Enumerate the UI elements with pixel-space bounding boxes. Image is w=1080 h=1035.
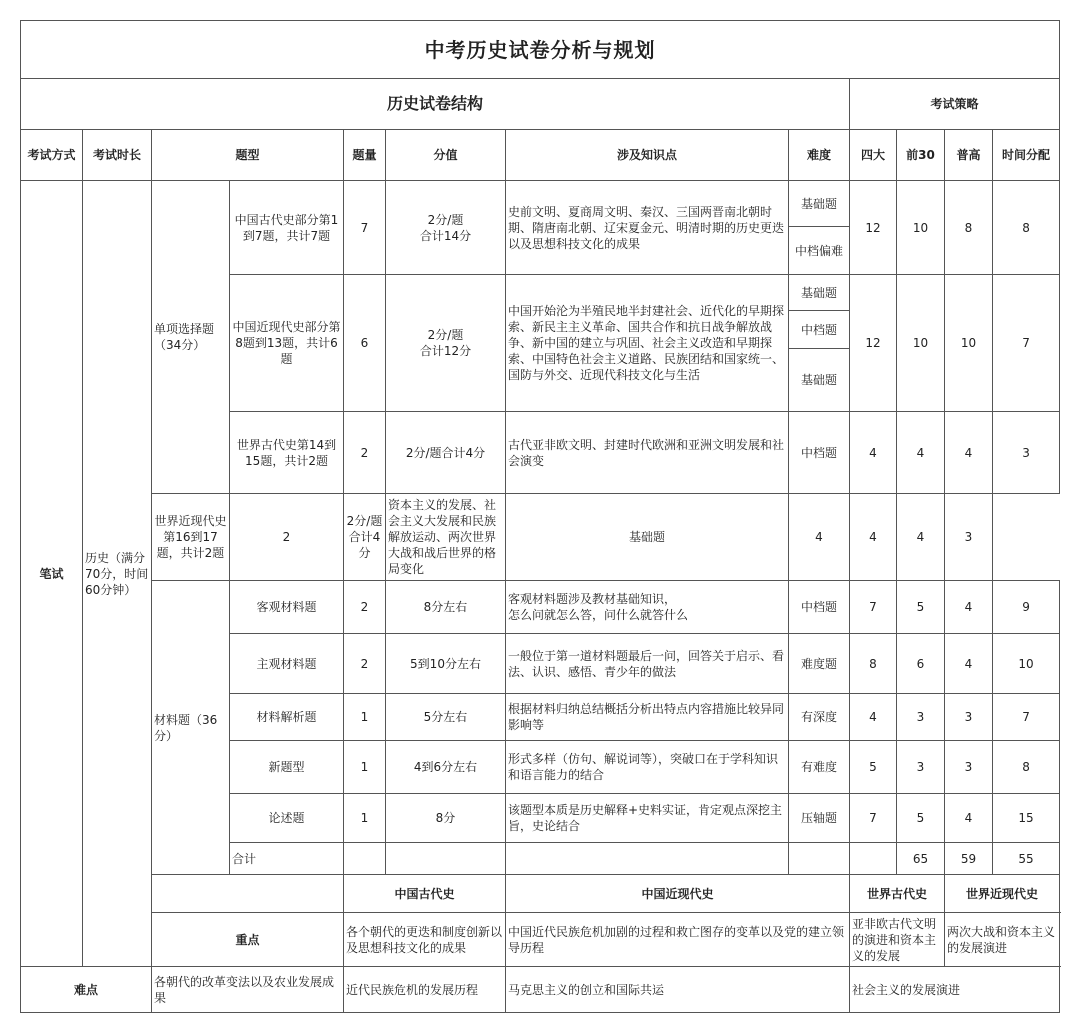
total-strategy-1: 65	[897, 843, 945, 875]
row-4-type: 世界近现代史第16到17题，共计2题	[152, 494, 230, 581]
exam-mode-cell: 笔试	[21, 181, 83, 967]
row-9-strategy-4: 15	[993, 794, 1060, 843]
key-ancient-china: 各个朝代的更迭和制度创新以及思想科技文化的成果	[344, 913, 506, 967]
hard-ancient-world: 马克思主义的创立和国际共运	[506, 967, 850, 1013]
row-6-strategy-2: 6	[897, 634, 945, 694]
row-7-score: 5分左右	[386, 694, 506, 741]
row-1-difficulty-a: 基础题	[789, 181, 850, 227]
row-4-strategy-1: 4	[789, 494, 850, 581]
row-3-strategy-2: 4	[897, 412, 945, 494]
exam-duration-cell: 历史（满分70分，时间60分钟）	[83, 181, 152, 967]
row-5-type: 客观材料题	[230, 581, 344, 634]
group-material: 材料题（36分）	[152, 581, 230, 875]
row-2-difficulty-c: 基础题	[789, 349, 850, 412]
row-6-strategy-4: 10	[993, 634, 1060, 694]
row-1-strategy-1: 12	[850, 181, 897, 275]
group-single-choice: 单项选择题（34分）	[152, 181, 230, 494]
row-2-strategy-2: 10	[897, 275, 945, 412]
row-3-count: 2	[344, 412, 386, 494]
row-8-strategy-2: 3	[897, 741, 945, 794]
row-2-type: 中国近现代史部分第8题到13题，共计6题	[230, 275, 344, 412]
row-9-count: 1	[344, 794, 386, 843]
row-8-type: 新题型	[230, 741, 344, 794]
row-7-strategy-2: 3	[897, 694, 945, 741]
row-8-strategy-4: 8	[993, 741, 1060, 794]
row-6-score: 5到10分左右	[386, 634, 506, 694]
row-4-strategy-4: 3	[945, 494, 993, 581]
header-top-30: 前30	[897, 130, 945, 181]
header-question-count: 题量	[344, 130, 386, 181]
row-1-count: 7	[344, 181, 386, 275]
row-4-strategy-3: 4	[897, 494, 945, 581]
header-exam-mode: 考试方式	[21, 130, 83, 181]
row-8-strategy-1: 5	[850, 741, 897, 794]
row-2-count: 6	[344, 275, 386, 412]
strategy-title: 考试策略	[850, 79, 1060, 130]
page-title: 中考历史试卷分析与规划	[21, 21, 1060, 79]
history-exam-table	[20, 20, 1060, 1013]
row-3-knowledge: 古代亚非欧文明、封建时代欧洲和亚洲文明发展和社会演变	[506, 412, 789, 494]
row-7-strategy-1: 4	[850, 694, 897, 741]
row-6-knowledge: 一般位于第一道材料题最后一问，回答关于启示、看法、认识、感悟、青少年的做法	[506, 634, 789, 694]
row-4-strategy-2: 4	[850, 494, 897, 581]
row-9-difficulty: 压轴题	[789, 794, 850, 843]
row-1-score: 2分/题 合计14分	[386, 181, 506, 275]
row-2-knowledge: 中国开始沦为半殖民地半封建社会、近代化的早期探索、新民主主义革命、国共合作和抗日战争解放战争、新中国的建立与巩固、社会主义改造和早期探索、中国特色社会主义道路、民族团结和国家统一、国防与外交、近现代科技文化与生活	[506, 275, 789, 412]
row-5-knowledge: 客观材料题涉及教材基础知识， 怎么问就怎么答，问什么就答什么	[506, 581, 789, 634]
header-time-allocation: 时间分配	[993, 130, 1060, 181]
bottom-corner	[152, 875, 344, 913]
row-1-strategy-4: 8	[993, 181, 1060, 275]
total-empty-2	[386, 843, 506, 875]
row-3-score: 2分/题合计4分	[386, 412, 506, 494]
row-3-strategy-3: 4	[945, 412, 993, 494]
row-2-difficulty-b: 中档题	[789, 311, 850, 349]
row-7-type: 材料解析题	[230, 694, 344, 741]
header-difficulty: 难度	[789, 130, 850, 181]
header-top-four: 四大	[850, 130, 897, 181]
key-modern-china: 中国近代民族危机加剧的过程和救亡图存的变革以及党的建立领导历程	[506, 913, 850, 967]
row-5-strategy-1: 7	[850, 581, 897, 634]
row-9-score: 8分	[386, 794, 506, 843]
row-6-count: 2	[344, 634, 386, 694]
header-score: 分值	[386, 130, 506, 181]
row-2-strategy-3: 10	[945, 275, 993, 412]
row-5-count: 2	[344, 581, 386, 634]
total-label: 合计	[230, 843, 344, 875]
row-2-score: 2分/题 合计12分	[386, 275, 506, 412]
row-2-strategy-4: 7	[993, 275, 1060, 412]
row-9-strategy-3: 4	[945, 794, 993, 843]
bottom-header-ancient-world: 世界古代史	[850, 875, 945, 913]
row-1-knowledge: 史前文明、夏商周文明、秦汉、三国两晋南北朝时期、隋唐南北朝、辽宋夏金元、明清时期的历史更迭以及思想科技文化的成果	[506, 181, 789, 275]
row-8-strategy-3: 3	[945, 741, 993, 794]
total-empty-1	[344, 843, 386, 875]
hard-modern-china: 近代民族危机的发展历程	[344, 967, 506, 1013]
row-4-knowledge: 资本主义的发展、社会主义大发展和民族解放运动、两次世界大战和战后世界的格局变化	[386, 494, 506, 581]
total-strategy-3: 55	[993, 843, 1060, 875]
row-8-knowledge: 形式多样（仿句、解说词等），突破口在于学科知识和语言能力的结合	[506, 741, 789, 794]
row-3-type: 世界古代史第14到15题，共计2题	[230, 412, 344, 494]
row-9-knowledge: 该题型本质是历史解释+史料实证，肯定观点深挖主旨，史论结合	[506, 794, 789, 843]
row-1-type: 中国古代史部分第1到7题，共计7题	[230, 181, 344, 275]
total-strategy-2: 59	[945, 843, 993, 875]
row-7-difficulty: 有深度	[789, 694, 850, 741]
row-5-strategy-3: 4	[945, 581, 993, 634]
row-5-strategy-2: 5	[897, 581, 945, 634]
row-3-strategy-1: 4	[850, 412, 897, 494]
row-7-strategy-3: 3	[945, 694, 993, 741]
row-9-strategy-2: 5	[897, 794, 945, 843]
key-ancient-world: 亚非欧古代文明的演进和资本主义的发展	[850, 913, 945, 967]
key-modern-world: 两次大战和资本主义的发展演进	[945, 913, 1060, 967]
row-6-strategy-3: 4	[945, 634, 993, 694]
row-8-difficulty: 有难度	[789, 741, 850, 794]
row-9-type: 论述题	[230, 794, 344, 843]
row-6-strategy-1: 8	[850, 634, 897, 694]
row-7-count: 1	[344, 694, 386, 741]
row-4-score: 2分/题合计4分	[344, 494, 386, 581]
header-knowledge: 涉及知识点	[506, 130, 789, 181]
row-6-type: 主观材料题	[230, 634, 344, 694]
bottom-header-modern-world: 世界近现代史	[945, 875, 1060, 913]
row-8-score: 4到6分左右	[386, 741, 506, 794]
row-2-difficulty-a: 基础题	[789, 275, 850, 311]
row-7-strategy-4: 7	[993, 694, 1060, 741]
total-empty-4	[789, 843, 850, 875]
total-empty-5	[850, 843, 897, 875]
structure-title: 历史试卷结构	[21, 79, 850, 130]
header-exam-duration: 考试时长	[83, 130, 152, 181]
row-3-difficulty: 中档题	[789, 412, 850, 494]
row-5-score: 8分左右	[386, 581, 506, 634]
bottom-header-ancient-china: 中国古代史	[344, 875, 506, 913]
row-1-strategy-3: 8	[945, 181, 993, 275]
row-4-count: 2	[230, 494, 344, 581]
hard-modern-world: 社会主义的发展演进	[850, 967, 1060, 1013]
row-1-difficulty-b: 中档偏难	[789, 227, 850, 275]
row-8-count: 1	[344, 741, 386, 794]
bottom-header-modern-china: 中国近现代史	[506, 875, 850, 913]
row-5-strategy-4: 9	[993, 581, 1060, 634]
row-4-difficulty: 基础题	[506, 494, 789, 581]
total-empty-3	[506, 843, 789, 875]
row-2-strategy-1: 12	[850, 275, 897, 412]
hard-points-label: 难点	[21, 967, 152, 1013]
row-7-knowledge: 根据材料归纳总结概括分析出特点内容措施比较异同影响等	[506, 694, 789, 741]
hard-ancient-china: 各朝代的改革变法以及农业发展成果	[152, 967, 344, 1013]
key-points-label: 重点	[152, 913, 344, 967]
row-3-strategy-4: 3	[993, 412, 1060, 494]
row-6-difficulty: 难度题	[789, 634, 850, 694]
row-9-strategy-1: 7	[850, 794, 897, 843]
header-question-type: 题型	[152, 130, 344, 181]
row-1-strategy-2: 10	[897, 181, 945, 275]
row-5-difficulty: 中档题	[789, 581, 850, 634]
header-general-high: 普高	[945, 130, 993, 181]
